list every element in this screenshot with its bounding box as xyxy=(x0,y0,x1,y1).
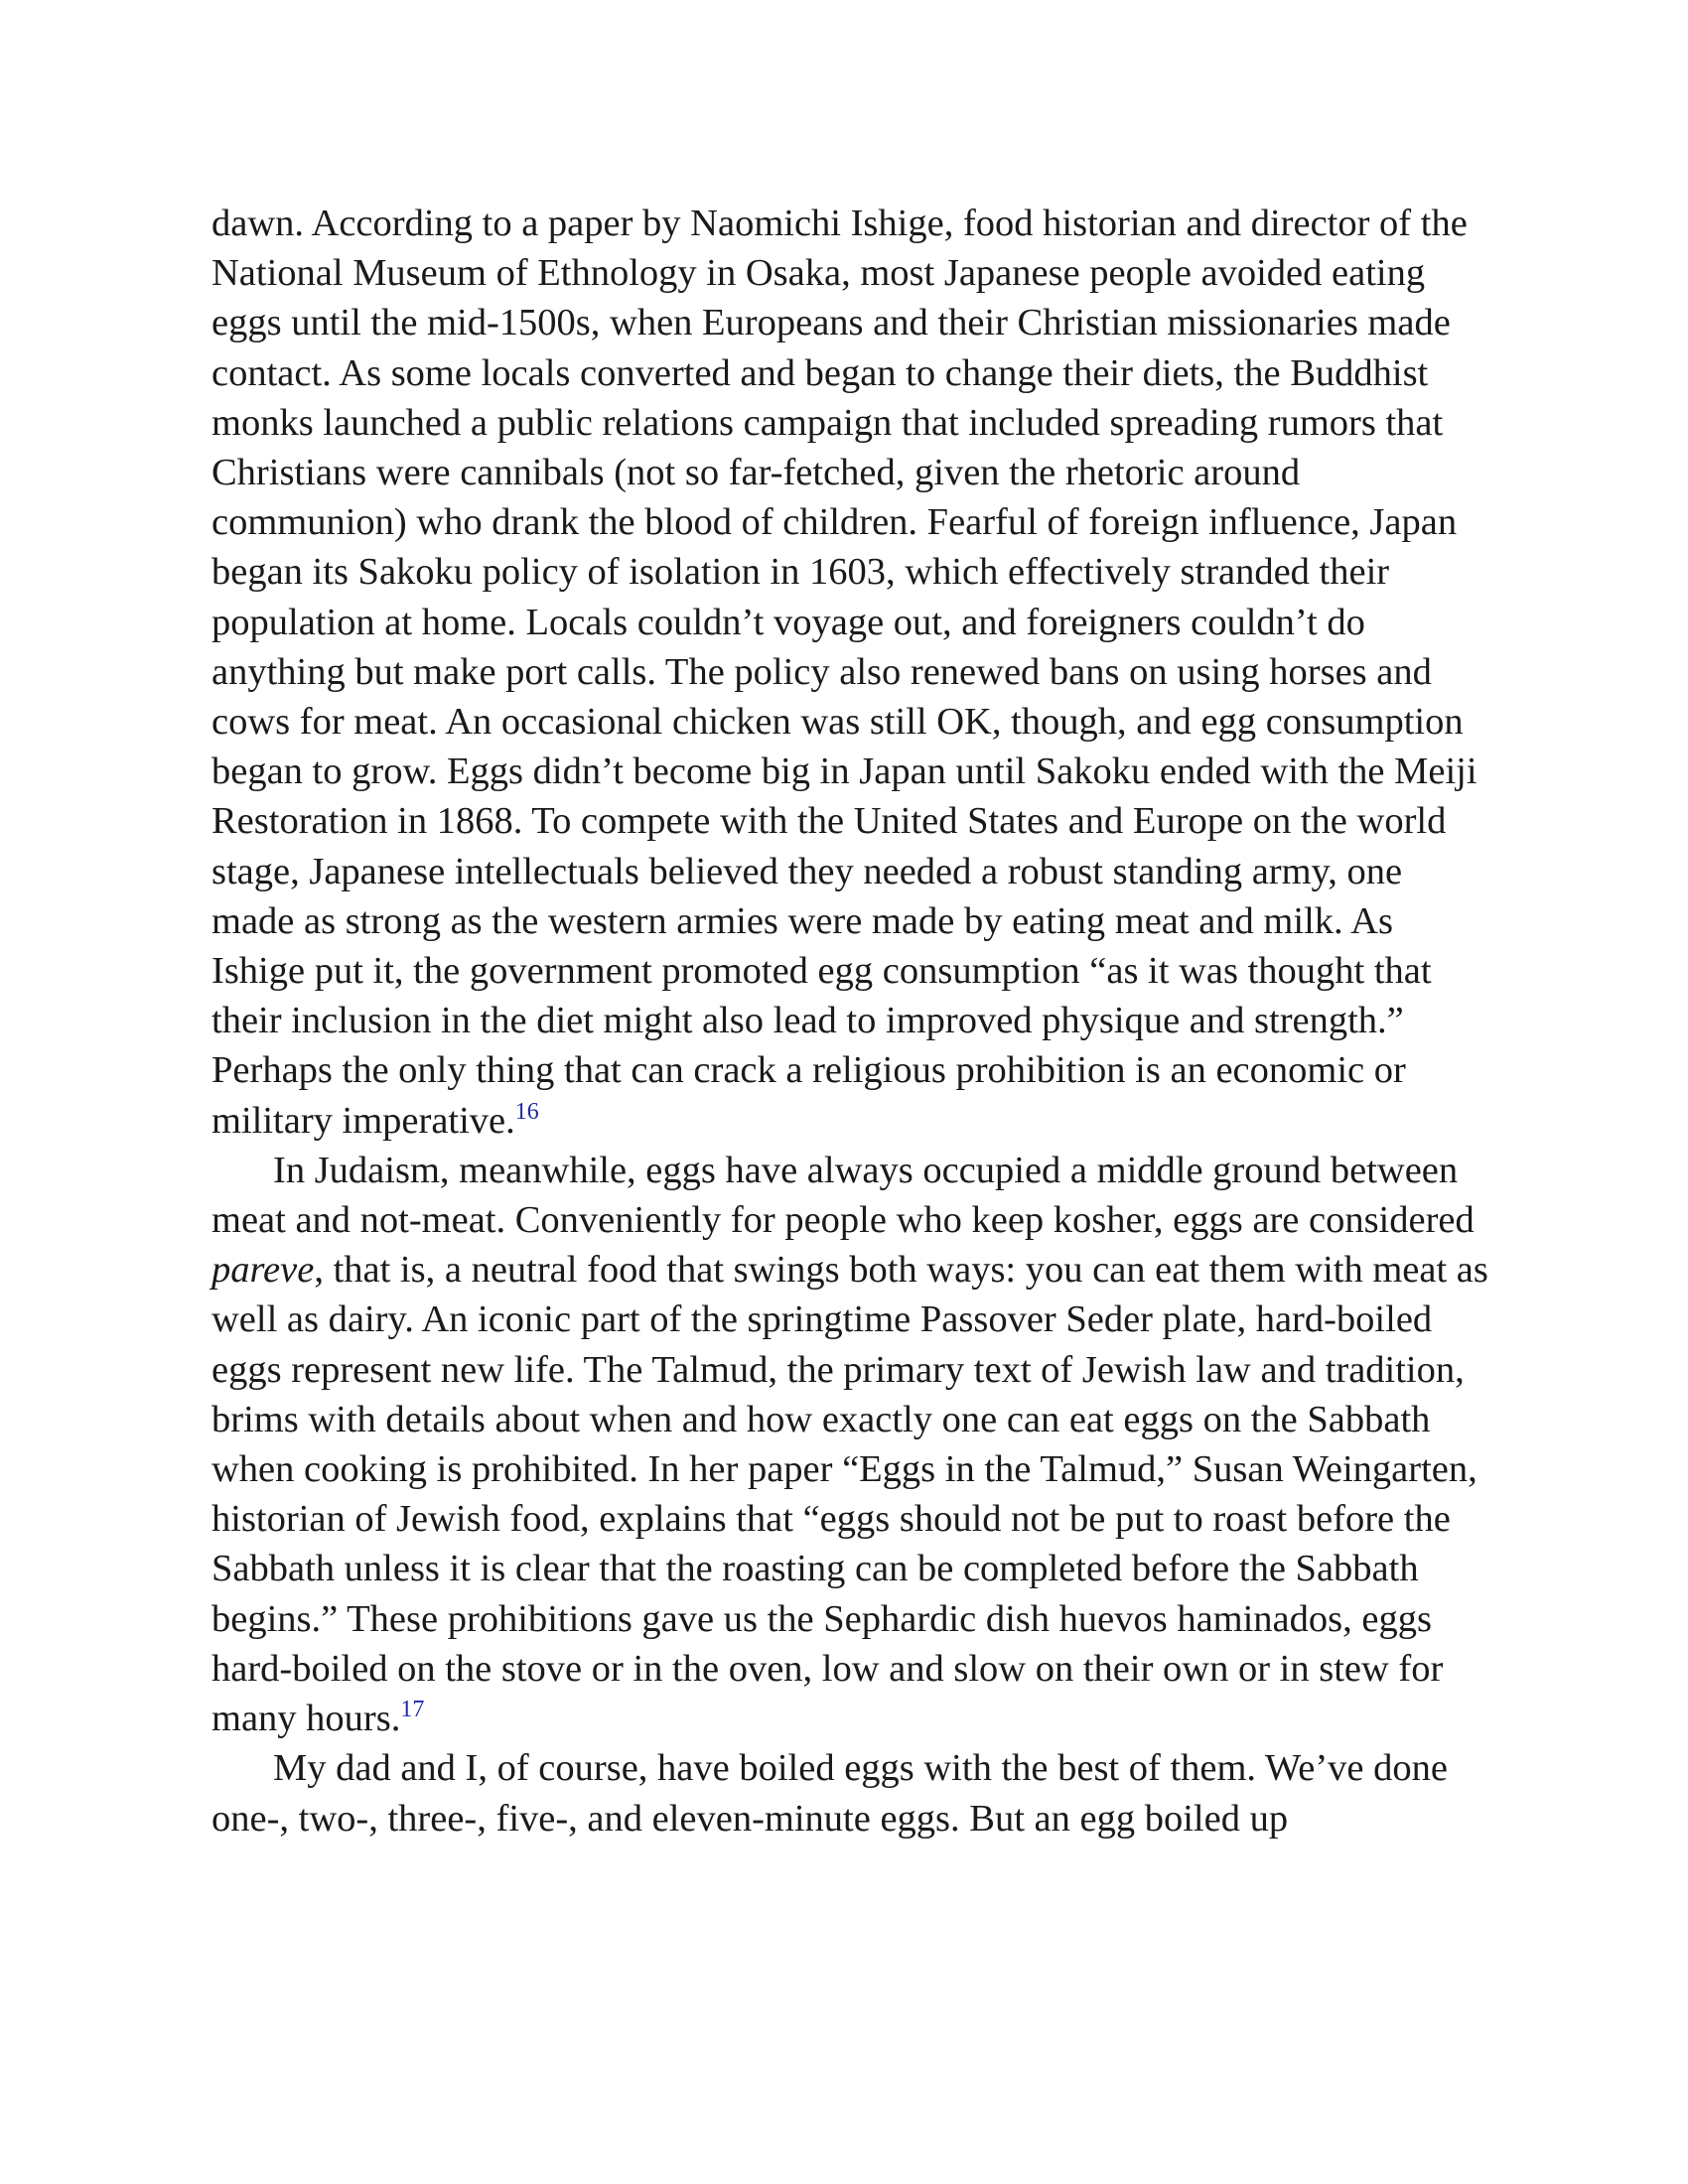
footnote-link-16[interactable]: 16 xyxy=(514,1098,539,1125)
book-page xyxy=(211,199,1492,1843)
paragraph-text: , that is, a neutral food that swings both ways: you can eat them with meat as well as dairy. An iconic part of the springtime Passover Seder plate, hard-boiled eggs represent new life. The Talmud, the primary text of Jewish law and tradition, brims with details about when and how exactly one can eat eggs on the Sabbath when cooking is prohibited. In her paper “Eggs in the Talmud,” Susan Weingarten, historian of Jewish food, explains that “eggs should not be put to roast before the Sabbath unless it is clear that the roasting can be completed before the Sabbath begins.” These prohibitions gave us the Sephardic dish huevos haminados, eggs hard-boiled on the stove or in the oven, low and slow on their own or in stew for many hours. xyxy=(211,1249,1488,1740)
paragraph-text: dawn. According to a paper by Naomichi Ishige, food historian and director of the National Museum of Ethnology in Osaka, most Japanese people avoided eating eggs until the mid-1500s, when Europeans and their Christian missionaries made contact. As some locals converted and began to change their diets, the Buddhist monks launched a public relations campaign that included spreading rumors that Christians were cannibals (not so far-fetched, given the rhetoric around communion) who drank the blood of children. Fearful of foreign influence, Japan began its Sakoku policy of isolation in 1603, which effectively stranded their population at home. Locals couldn’t voyage out, and foreigners couldn’t do anything but make port calls. The policy also renewed bans on using horses and cows for meat. An occasional chicken was still OK, though, and egg consumption began to grow. Eggs didn’t become big in Japan until Sakoku ended with the Meiji Restoration in 1868. To compete with the United States and Europe on the world stage, Japanese intellectuals believed they needed a robust standing army, one made as strong as the western armies were made by eating meat and milk. As Ishige put it, the government promoted egg consumption “as it was thought that their inclusion in the diet might also lead to improved physique and strength.” Perhaps the only thing that can crack a religious prohibition is an economic or military imperative. xyxy=(211,203,1477,1142)
paragraph-ishige xyxy=(211,199,1492,1146)
paragraph-judaism xyxy=(211,1146,1492,1743)
paragraph-dad xyxy=(211,1743,1492,1843)
paragraph-text: My dad and I, of course, have boiled eggs with the best of them. We’ve done one-, two-, three-, five-, and eleven-minute eggs. But an egg boiled up xyxy=(211,1747,1448,1840)
footnote-link-17[interactable]: 17 xyxy=(400,1697,425,1723)
italic-term: pareve xyxy=(211,1249,315,1292)
paragraph-text: In Judaism, meanwhile, eggs have always occupied a middle ground between meat and not-meat. Conveniently for people who keep kosher, eggs are considered xyxy=(211,1149,1475,1242)
